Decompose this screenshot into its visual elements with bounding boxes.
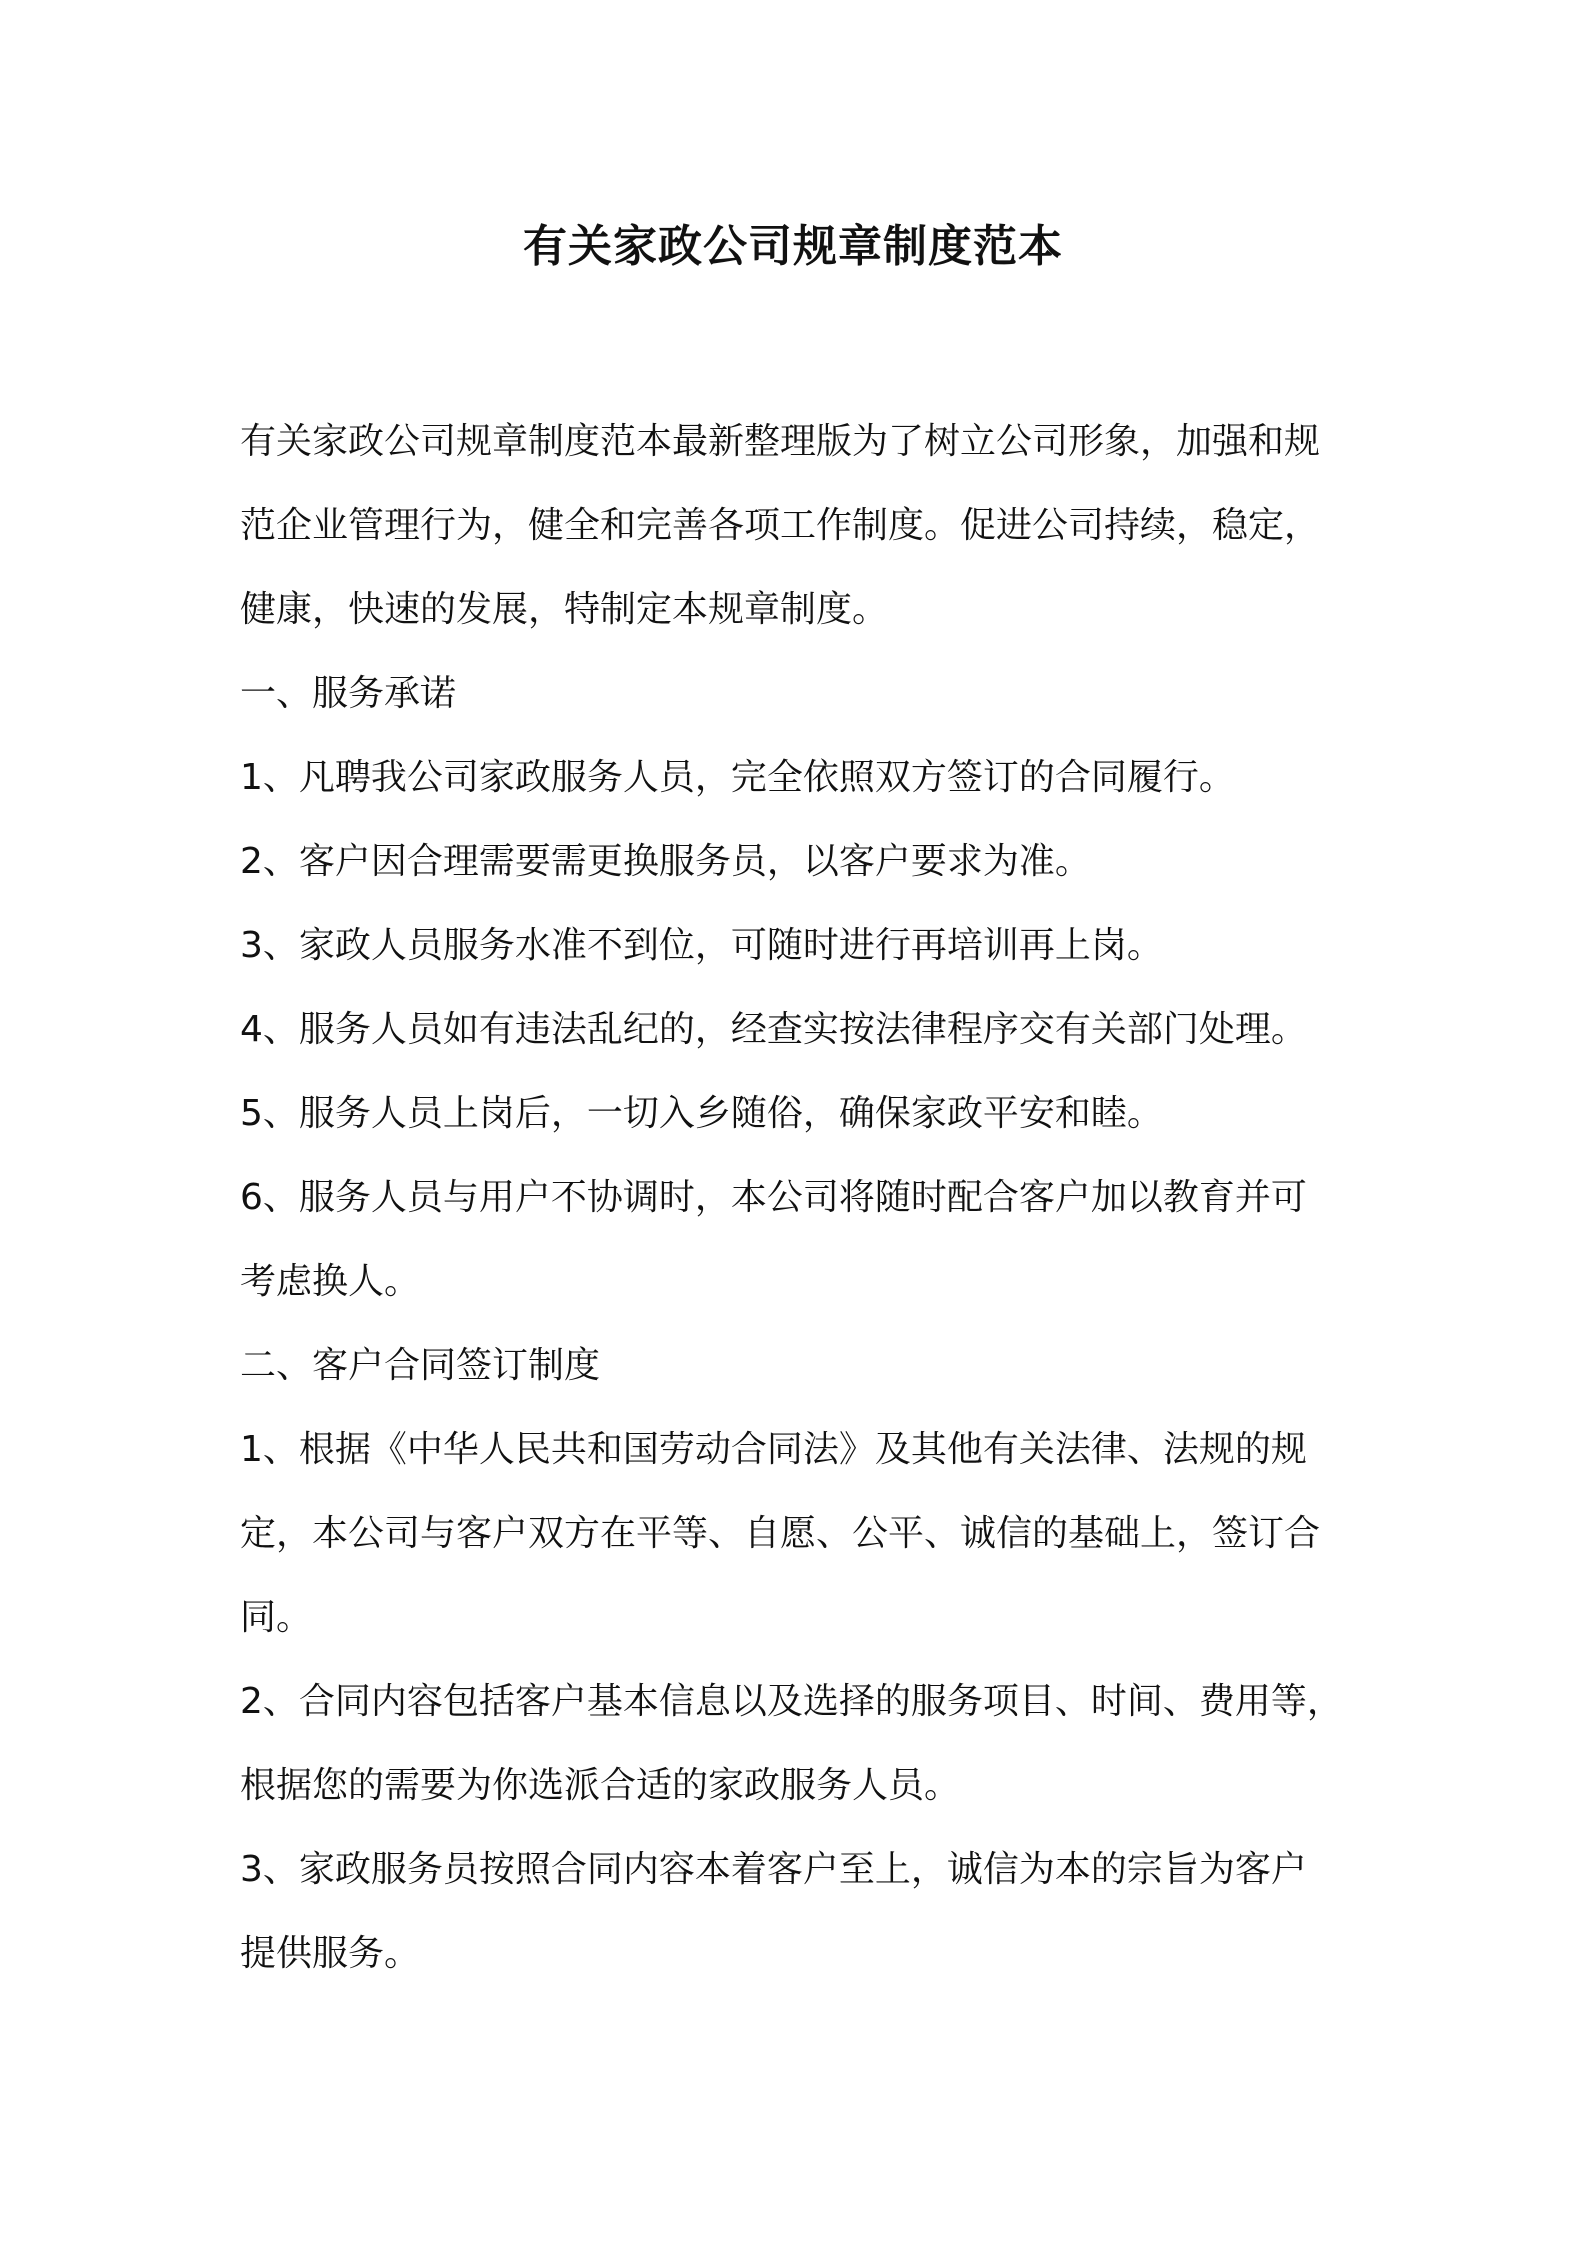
commitment-item-6-cont: 考虑换人。 xyxy=(240,1261,421,1302)
intro-line-3: 健康，快速的发展，特制定本规章制度。 xyxy=(240,589,889,630)
commitment-item-5: 5、服务人员上岗后，一切入乡随俗，确保家政平安和睦。 xyxy=(240,1093,1163,1134)
intro-line-2: 范企业管理行为，健全和完善各项工作制度。促进公司持续，稳定， xyxy=(240,505,1321,546)
contract-item-1-cont: 定，本公司与客户双方在平等、自愿、公平、诚信的基础上，签订合 xyxy=(240,1513,1321,1554)
contract-item-1: 1、根据《中华人民共和国劳动合同法》及其他有关法律、法规的规 xyxy=(240,1429,1307,1470)
commitment-item-6: 6、服务人员与用户不协调时，本公司将随时配合客户加以教育并可 xyxy=(240,1177,1307,1218)
contract-item-2-cont: 根据您的需要为你选派合适的家政服务人员。 xyxy=(240,1765,961,1806)
contract-item-2: 2、合同内容包括客户基本信息以及选择的服务项目、时间、费用等， xyxy=(240,1681,1343,1722)
commitment-item-2: 2、客户因合理需要需更换服务员，以客户要求为准。 xyxy=(240,841,1091,882)
contract-item-1-end: 同。 xyxy=(240,1597,313,1638)
contract-item-3-cont: 提供服务。 xyxy=(240,1933,421,1974)
commitment-item-3: 3、家政人员服务水准不到位，可随时进行再培训再上岗。 xyxy=(240,925,1163,966)
commitment-item-1: 1、凡聘我公司家政服务人员，完全依照双方签订的合同履行。 xyxy=(240,757,1235,798)
document-title: 有关家政公司规章制度范本 xyxy=(523,221,1063,272)
section-heading-service-commitment: 一、服务承诺 xyxy=(240,673,457,714)
document-body xyxy=(240,400,1360,1996)
contract-item-3: 3、家政服务员按照合同内容本着客户至上，诚信为本的宗旨为客户 xyxy=(240,1849,1307,1890)
section-heading-contract: 二、客户合同签订制度 xyxy=(240,1345,601,1386)
commitment-item-4: 4、服务人员如有违法乱纪的，经查实按法律程序交有关部门处理。 xyxy=(240,1009,1307,1050)
intro-line-1: 有关家政公司规章制度范本最新整理版为了树立公司形象，加强和规 xyxy=(240,421,1321,462)
